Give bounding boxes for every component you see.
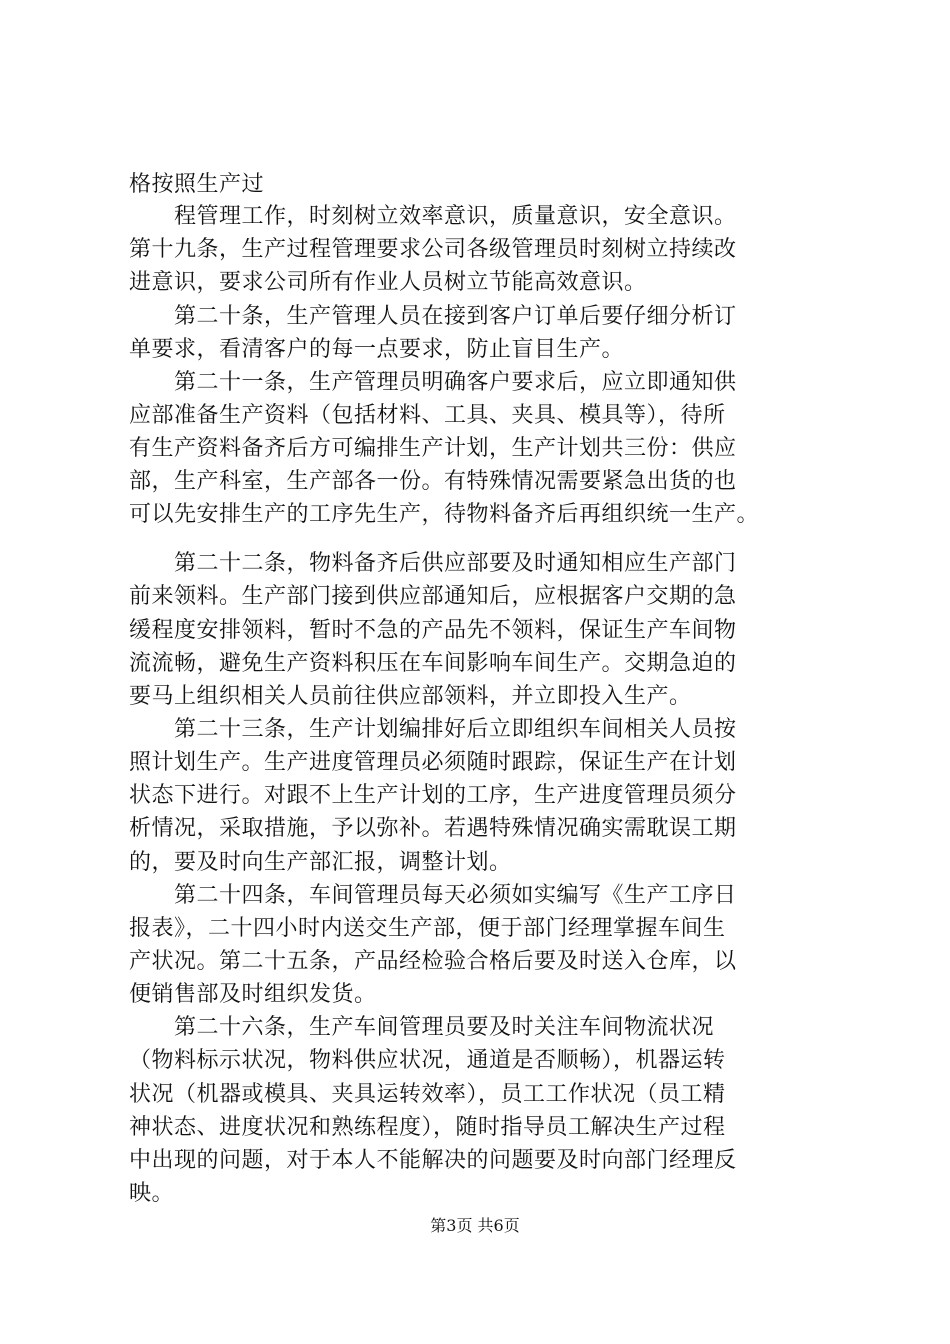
text-line: 第二十四条，车间管理员每天必须如实编写《生产工序日 [129,883,737,908]
text-line: （物料标示状况，物料供应状况，通道是否顺畅），机器运转 [129,1048,726,1073]
text-line: 第二十六条，生产车间管理员要及时关注车间物流状况 [129,1015,715,1040]
text-line: 映。 [129,1181,175,1206]
text-line: 第二十二条，物料备齐后供应部要及时通知相应生产部门 [129,551,737,576]
text-line: 第二十三条，生产计划编排好后立即组织车间相关人员按 [129,717,737,742]
text-line: 进意识，要求公司所有作业人员树立节能高效意识。 [129,270,647,295]
text-line: 报表》，二十四小时内送交生产部，便于部门经理掌握车间生 [129,916,726,941]
text-line: 单要求，看清客户的每一点要求，防止盲目生产。 [129,337,625,362]
text-line: 第十九条，生产过程管理要求公司各级管理员时刻树立持续改 [129,237,737,262]
text-line: 要马上组织相关人员前往供应部领料，并立即投入生产。 [129,684,692,709]
text-line: 第二十条，生产管理人员在接到客户订单后要仔细分析订 [129,304,737,329]
text-line: 有生产资料备齐后方可编排生产计划，生产计划共三份：供应 [129,436,737,461]
text-line: 状况（机器或模具、夹具运转效率），员工工作状况（员工精 [129,1082,726,1107]
text-line: 缓程度安排领料，暂时不急的产品先不领料，保证生产车间物 [129,618,737,643]
text-line: 流流畅，避免生产资料积压在车间影响车间生产。交期急迫的 [129,651,737,676]
text-line: 应部准备生产资料（包括材料、工具、夹具、模具等），待所 [129,403,726,428]
text-line: 格按照生产过 [129,172,265,197]
text-line: 照计划生产。生产进度管理员必须随时跟踪，保证生产在计划 [129,750,737,775]
text-line: 的，要及时向生产部汇报，调整计划。 [129,850,512,875]
text-line: 便销售部及时组织发货。 [129,982,377,1007]
text-line: 部，生产科室，生产部各一份。有特殊情况需要紧急出货的也 [129,469,737,494]
text-line: 神状态、进度状况和熟练程度），随时指导员工解决生产过程 [129,1115,726,1140]
text-line: 可以先安排生产的工序先生产，待物料备齐后再组织统一生产。 [129,502,760,527]
text-line: 中出现的问题，对于本人不能解决的问题要及时向部门经理反 [129,1148,737,1173]
text-line: 前来领料。生产部门接到供应部通知后，应根据客户交期的急 [129,584,737,609]
text-line: 程管理工作，时刻树立效率意识，质量意识，安全意识。 [129,204,737,229]
text-line: 第二十一条，生产管理员明确客户要求后，应立即通知供 [129,370,737,395]
page-footer: 第3页 共6页 [430,1216,520,1235]
text-line: 产状况。第二十五条，产品经检验合格后要及时送入仓库，以 [129,949,737,974]
text-line: 状态下进行。对跟不上生产计划的工序，生产进度管理员须分 [129,783,737,808]
text-line: 析情况，采取措施，予以弥补。若遇特殊情况确实需耽误工期 [129,816,737,841]
